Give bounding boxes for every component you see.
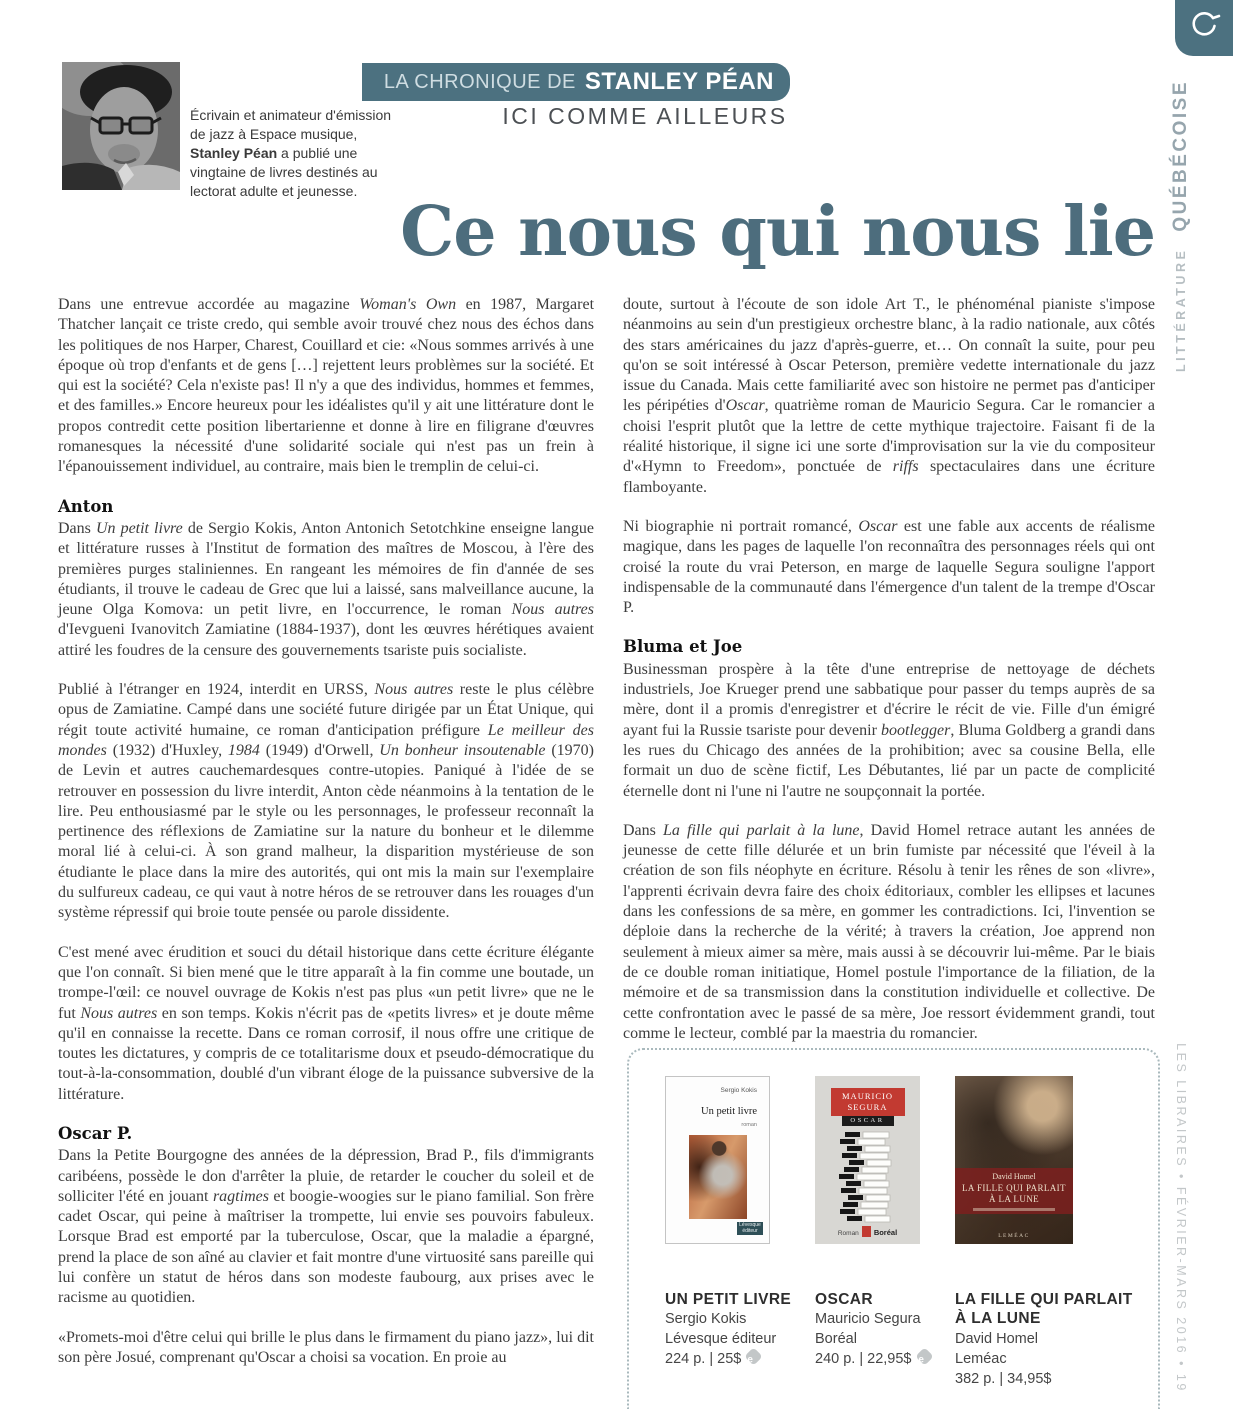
book-author: Sergio Kokis	[665, 1311, 747, 1328]
paragraph: C'est mené avec érudition et souci du détail historique dans cette écriture élégante que l'on connaît. Si bien mené que le titre apparaît à la fin comme une boutade, un trompe-l'œil: ce nouvel ouvrage de Kokis n'est pas plus «un petit livre» que ne le fut Nous autres en son temps. Kokis n'écrit pas de «petits livres» et je doute même qu'il en connaisse la recette. Dans ce roman corrosif, il nous offre une critique de toutes les dictatures, y compris de ce totalitarisme doux et pseudo-démocratique du tout-à-la-consommation, doublé d'un vibrant éloge de la puissance subversive de la littérature.	[58, 943, 594, 1103]
paragraph: Dans La fille qui parlait à la lune, David Homel retrace autant les années de jeunesse de cette fille délurée et un brin fumiste par nécessité que l'éveil à la création de son fils néophyte en écriture. Résolu à tenir les rênes de son «livre», l'apprenti écrivain devra faire des choix éditoriaux, combler les ellipses et lacunes dans les confessions de sa mère, en gommer les contradictions. Ici, l'invention se déploie dans la recherche de la vérité; à travers la création, Joe apprend non seulement à mieux aimer sa mère, mais aussi à se découvrir lui-même. Par le biais de ce double roman initiatique, Homel postule l'importance de la filiation, de la mémoire et de sa transmission dans la constitution individuelle et collective. De cette confrontation avec le passé de sa mère, Joe ressort évidemment grandi, tout comme le lecteur, comblé par la maestria du romancier.	[623, 821, 1156, 1042]
paragraph: Ni biographie ni portrait romancé, Oscar est une fable aux accents de réalisme magique, dans les pages de laquelle l'on reconnaîtra des personnages réels qui ont croisé la route du vrai Peterson, en marge de laquelle Segura souligne l'apport indispensable de la communauté dans l'émergence d'un talent de la trempe d'Oscar P.	[623, 517, 1155, 617]
banner-author-name: STANLEY PÉAN	[584, 68, 774, 95]
cover-title-band	[955, 1168, 1073, 1213]
book-title: LA FILLE QUI PARLAIT À LA LUNE	[955, 1291, 1133, 1328]
boreal-logo-mark	[862, 1226, 871, 1237]
book-caption	[955, 1290, 1133, 1389]
book-publisher: Leméac	[955, 1350, 1007, 1367]
article-title: Ce nous qui nous lie	[400, 192, 1155, 272]
cover-title-band: OSCAR	[842, 1116, 894, 1126]
category-label-region: QUÉBÉCOISE	[1170, 79, 1191, 232]
category-label	[1169, 51, 1193, 401]
book-title: OSCAR	[815, 1291, 873, 1308]
book-card-la-fille	[955, 1076, 1133, 1389]
pages-price-text: 240 p. | 22,95$	[815, 1351, 912, 1368]
cover-genre: Roman	[837, 1230, 859, 1237]
paragraph: Dans Un petit livre de Sergio Kokis, Anton Antonich Setotchkine enseigne langue et littérature russes à l'Institut de formation des maîtres de Moscou, à l'ère des premières purges staliniennes. En rangeant les mémoires de fin d'année de ses étudiants, il trouve le cadeau de Grec que lui a laissé, sans malveillance aucune, la jeune Olga Komova: un petit livre, en l'occurrence, le roman Nous autres d'Ievgueni Ivanovitch Zamiatine (1884-1937), dont les œuvres hérétiques avaient attiré les foudres de la censure des gouvernements tsariste puis socialiste.	[58, 519, 595, 659]
paragraph: Dans la Petite Bourgogne des années de la dépression, Brad P., fils d'immigrants caribéens, possède le don d'arrêter la pluie, de retarder le coucher du soleil et de solliciter l'été en jouant ragtimes et boogie-woogies sur le piano familial. Son frère cadet Oscar, qui peine à maîtriser la trompette, lui envie ses pouvoirs fabuleux. Lorsque Brad est emporté par la tuberculose, Oscar, que la maladie a épargné, prend la place de son aîné au clavier et fait montre d'une virtuosité sans pareille qui lui confère un statut de héros dans son modeste faubourg, aux prises avec le racisme au quotidien.	[58, 1147, 594, 1307]
ebook-icon: e	[915, 1348, 933, 1366]
publisher-logo: Lévesque éditeur	[737, 1222, 763, 1235]
book-author: David Homel	[955, 1330, 1038, 1347]
ebook-icon: e	[745, 1348, 763, 1366]
column-rubric: ICI COMME AILLEURS	[502, 103, 788, 129]
books-box	[627, 1048, 1160, 1409]
publisher-name: Boréal	[873, 1228, 898, 1237]
banner-prefix: LA CHRONIQUE DE	[383, 70, 576, 93]
category-label-section: LITTÉRATURE	[1174, 247, 1188, 373]
cover-author-line1: MAURICIO	[842, 1091, 893, 1101]
book-author: Mauricio Segura	[815, 1311, 921, 1328]
book-card-oscar	[815, 1076, 965, 1369]
paragraph: doute, surtout à l'écoute de son idole Art T., le phénoménal pianiste s'impose néanmoins au sein d'un prestigieux orchestre blanc, à la radio nationale, aux côtés des stars américaines du jazz d'après-guerre, et… On connaît la suite, pour peu qu'on se soit intéressé à Oscar Peterson, première vedette internationale du jazz issue du Canada. Mais cette familiarité avec son histoire ne permet pas d'anticiper les péripéties d'Oscar, quatrième roman de Mauricio Segura. Car le romancier a choisi l'esprit plutôt que la lettre de cette mythique trajectoire. Faisant fi de la réalité historique, il signe ici une sorte d'improvisation sur la vie du compositeur d'«Hymn to Freedom», ponctuée de riffs spectaculaires dans une écriture flamboyante.	[623, 296, 1155, 496]
article-column-right	[623, 295, 1155, 1063]
publisher-logo	[815, 1226, 920, 1237]
paragraph: Dans une entrevue accordée au magazine Woman's Own en 1987, Margaret Thatcher lançait ce triste credo, qui semble avoir trouvé chez nous des échos dans les politiques de nos Harper, Charest, Couillard et cie: «Nous sommes arrivés à une époque où trop d'enfants et de gens […] rejettent leurs problèmes sur la société. Et qui est la société? Cela n'existe pas! Il n'y a que des individus, hommes et femmes, et des familles.» Encore heureux pour les idéalistes qu'il y ait une littérature dont le propos contredit cette position libertarienne et donne à lire en filigrane d'œuvres romanesques la nécessité d'une solidarité sociale qui n'est pas un frein à l'épanouissement individuel, au contraire, mais bien le tremplin de celui-ci.	[58, 296, 595, 476]
cover-title-line1: LA FILLE QUI PARLAIT	[962, 1183, 1066, 1194]
author-bio: Écrivain et animateur d'émission de jazz à Espace musique, Stanley Péan a publié une vingtaine de livres destinés au lectorat adulte et jeunesse.	[190, 107, 392, 199]
book-cover-un-petit-livre	[665, 1076, 770, 1244]
paragraph: Businessman prospère à la tête d'une entreprise de nettoyage de déchets industriels, Joe Krueger prend une sabbatique pour passer du temps auprès de sa mère, dont il a promis d'enregistrer et d'écrire le récit de vie. Fille d'un émigré ayant fui la Russie tsariste pour devenir bootlegger, Bluma Goldberg a grandi dans les rues du Chicago des années de la prohibition; avec sa cousine Bella, elle formait un duo de scène fictif, Les Débutantes, lié par un pacte de complicité éternelle dont ni l'une ni l'autre ne soupçonnait la portée.	[623, 660, 1156, 800]
book-card-un-petit-livre	[665, 1076, 815, 1369]
cover-author: Sergio Kokis	[720, 1087, 757, 1094]
book-cover-oscar	[815, 1076, 920, 1244]
book-caption	[815, 1290, 965, 1369]
publisher-logo: LEMÉAC	[998, 1233, 1030, 1239]
pages-price-text: 382 p. | 34,95$	[955, 1370, 1052, 1387]
section-heading-bluma: Bluma et Joe	[623, 637, 743, 657]
cover-author-band	[831, 1088, 905, 1116]
cover-author: David Homel	[992, 1172, 1036, 1182]
book-publisher: Boréal	[815, 1331, 857, 1348]
book-cover-la-fille	[955, 1076, 1073, 1244]
book-pages-price	[955, 1369, 1133, 1389]
cover-title: Un petit livre	[701, 1106, 757, 1117]
section-heading-oscar: Oscar P.	[58, 1123, 133, 1143]
book-pages-price	[815, 1349, 965, 1369]
paragraph: Publié à l'étranger en 1924, interdit en URSS, Nous autres reste le plus célèbre opus de Zamiatine. Campé dans une société future dirigée par un État Unique, qui régit toute activité humaine, ce roman d'anticipation préfigure Le meilleur des mondes (1932) d'Huxley, 1984 (1949) d'Orwell, Un bonheur insoutenable (1970) de Levin et autres cauchemardesques contre-utopies. Paniqué à l'idée de se retrouver en possession du livre interdit, Anton cède néanmoins à la tentation de le lire. Peu enthousiasmé par le style ou les personnages, le professeur reconnaît la pertinence des réflexions de Zamiatine sur la nature du bonheur et le dilemme moral lié à celui-ci. À son grand malheur, la disparition mystérieuse de son étudiante le place dans la mire des autorités, qui ont mis la main sur l'exemplaire du sulfureux cadeau, ce qui vaut à notre héros de se retrouver dans les rouages d'un système répressif qui broie toute pensée ou parole dissidente.	[58, 681, 595, 922]
book-title: UN PETIT LIVRE	[665, 1291, 792, 1308]
cover-author-line2: SEGURA	[847, 1102, 888, 1112]
piano-keys-art	[815, 1131, 920, 1232]
category-corner-badge	[1175, 0, 1233, 56]
author-photo	[62, 62, 180, 190]
q-speech-icon	[1187, 9, 1221, 48]
magazine-footer-label: LES LIBRAIRES • FÉVRIER-MARS 2016 • 19	[1174, 1043, 1188, 1393]
chronicle-banner	[362, 63, 790, 101]
section-heading-anton: Anton	[58, 496, 114, 516]
cover-subtitle-line	[973, 1208, 1056, 1211]
book-caption	[665, 1290, 815, 1369]
book-publisher: Lévesque éditeur	[665, 1331, 777, 1348]
cover-title-line2: À LA LUNE	[988, 1194, 1040, 1205]
article-column-left	[58, 295, 594, 1387]
cover-genre: roman	[741, 1122, 757, 1128]
book-pages-price	[665, 1349, 815, 1369]
cover-painting	[689, 1135, 747, 1219]
pages-price-text: 224 p. | 25$	[665, 1351, 742, 1368]
paragraph: «Promets-moi d'être celui qui brille le plus dans le firmament du piano jazz», lui dit son père Josué, comprenant qu'Oscar a choisi sa vocation. En proie au	[58, 1328, 594, 1366]
